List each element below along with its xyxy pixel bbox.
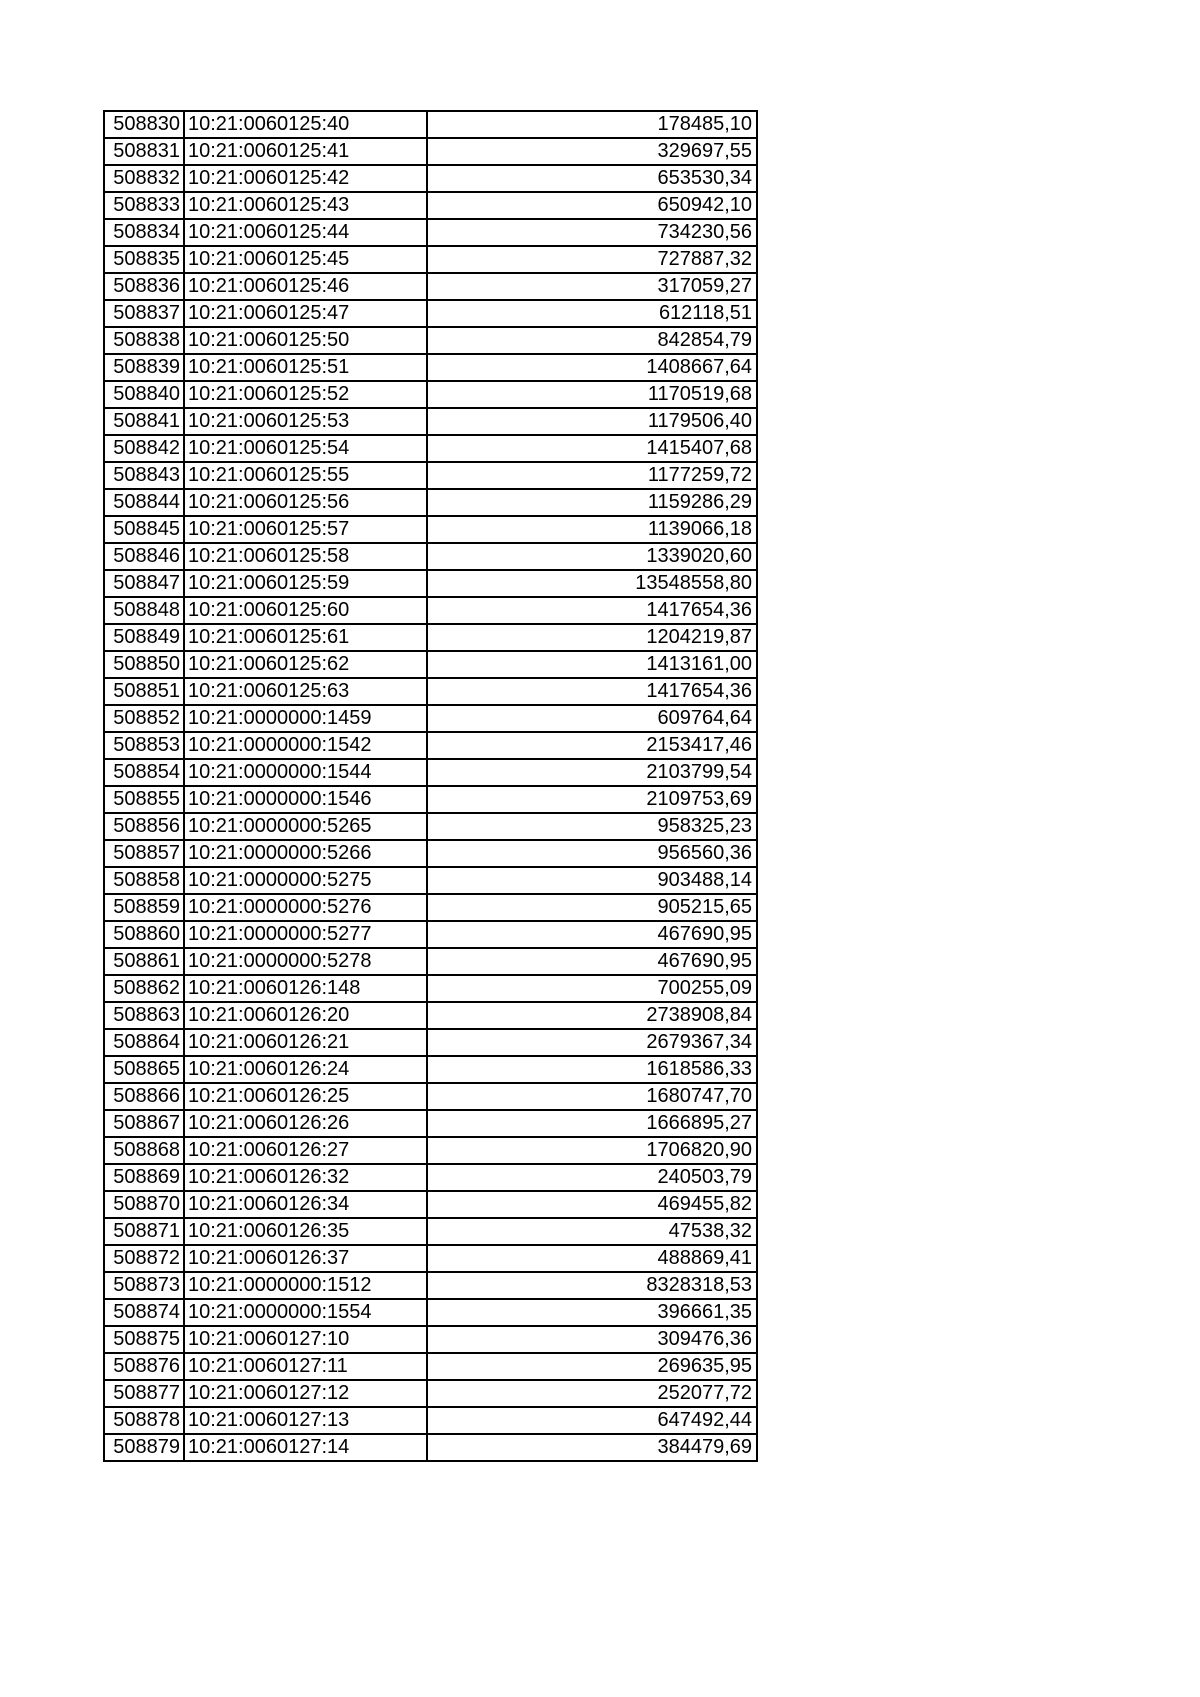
cadastral-number-cell: 10:21:0060125:42 xyxy=(184,165,427,192)
amount-cell: 1170519,68 xyxy=(427,381,757,408)
table-row xyxy=(104,678,757,705)
record-number-cell: 508870 xyxy=(104,1191,184,1218)
amount-cell: 650942,10 xyxy=(427,192,757,219)
amount-cell: 1339020,60 xyxy=(427,543,757,570)
amount-cell: 727887,32 xyxy=(427,246,757,273)
table-row xyxy=(104,1191,757,1218)
record-number-cell: 508874 xyxy=(104,1299,184,1326)
table-row xyxy=(104,840,757,867)
amount-cell: 1417654,36 xyxy=(427,597,757,624)
cadastral-number-cell: 10:21:0060125:47 xyxy=(184,300,427,327)
table-row xyxy=(104,894,757,921)
record-number-cell: 508871 xyxy=(104,1218,184,1245)
table-row xyxy=(104,273,757,300)
amount-cell: 734230,56 xyxy=(427,219,757,246)
table-row xyxy=(104,1110,757,1137)
cadastral-number-cell: 10:21:0060126:34 xyxy=(184,1191,427,1218)
table-row xyxy=(104,597,757,624)
record-number-cell: 508876 xyxy=(104,1353,184,1380)
record-number-cell: 508830 xyxy=(104,111,184,138)
table-row xyxy=(104,1056,757,1083)
amount-cell: 1680747,70 xyxy=(427,1083,757,1110)
cadastral-number-cell: 10:21:0060125:63 xyxy=(184,678,427,705)
table-row xyxy=(104,300,757,327)
table-row xyxy=(104,921,757,948)
table-row xyxy=(104,570,757,597)
amount-cell: 329697,55 xyxy=(427,138,757,165)
record-number-cell: 508839 xyxy=(104,354,184,381)
amount-cell: 178485,10 xyxy=(427,111,757,138)
cadastral-number-cell: 10:21:0060126:26 xyxy=(184,1110,427,1137)
table-row xyxy=(104,516,757,543)
table-row xyxy=(104,165,757,192)
amount-cell: 13548558,80 xyxy=(427,570,757,597)
amount-cell: 1618586,33 xyxy=(427,1056,757,1083)
record-number-cell: 508864 xyxy=(104,1029,184,1056)
amount-cell: 700255,09 xyxy=(427,975,757,1002)
record-number-cell: 508841 xyxy=(104,408,184,435)
table-row xyxy=(104,219,757,246)
cadastral-number-cell: 10:21:0060125:50 xyxy=(184,327,427,354)
cadastral-number-cell: 10:21:0060125:44 xyxy=(184,219,427,246)
record-number-cell: 508837 xyxy=(104,300,184,327)
amount-cell: 2103799,54 xyxy=(427,759,757,786)
cadastral-number-cell: 10:21:0060125:59 xyxy=(184,570,427,597)
cadastral-number-cell: 10:21:0000000:5278 xyxy=(184,948,427,975)
amount-cell: 903488,14 xyxy=(427,867,757,894)
record-number-cell: 508835 xyxy=(104,246,184,273)
cadastral-number-cell: 10:21:0060125:60 xyxy=(184,597,427,624)
cadastral-number-cell: 10:21:0060127:10 xyxy=(184,1326,427,1353)
record-number-cell: 508852 xyxy=(104,705,184,732)
record-number-cell: 508855 xyxy=(104,786,184,813)
table-row xyxy=(104,786,757,813)
amount-cell: 1177259,72 xyxy=(427,462,757,489)
cadastral-number-cell: 10:21:0060127:14 xyxy=(184,1434,427,1461)
table-row xyxy=(104,1353,757,1380)
cadastral-number-cell: 10:21:0060125:53 xyxy=(184,408,427,435)
record-number-cell: 508836 xyxy=(104,273,184,300)
record-number-cell: 508858 xyxy=(104,867,184,894)
table-row xyxy=(104,624,757,651)
record-number-cell: 508848 xyxy=(104,597,184,624)
record-number-cell: 508856 xyxy=(104,813,184,840)
cadastral-number-cell: 10:21:0060126:21 xyxy=(184,1029,427,1056)
table-row xyxy=(104,759,757,786)
cadastral-number-cell: 10:21:0060125:41 xyxy=(184,138,427,165)
table-row xyxy=(104,651,757,678)
table-row xyxy=(104,489,757,516)
table-row xyxy=(104,1407,757,1434)
table-row xyxy=(104,1218,757,1245)
table-row xyxy=(104,354,757,381)
table-row xyxy=(104,192,757,219)
record-number-cell: 508868 xyxy=(104,1137,184,1164)
cadastral-number-cell: 10:21:0060125:56 xyxy=(184,489,427,516)
cadastral-number-cell: 10:21:0060125:51 xyxy=(184,354,427,381)
table-row xyxy=(104,1299,757,1326)
record-number-cell: 508877 xyxy=(104,1380,184,1407)
amount-cell: 842854,79 xyxy=(427,327,757,354)
cadastral-number-cell: 10:21:0060125:43 xyxy=(184,192,427,219)
record-number-cell: 508853 xyxy=(104,732,184,759)
cadastral-number-cell: 10:21:0060126:20 xyxy=(184,1002,427,1029)
cadastral-number-cell: 10:21:0060125:40 xyxy=(184,111,427,138)
amount-cell: 252077,72 xyxy=(427,1380,757,1407)
record-number-cell: 508833 xyxy=(104,192,184,219)
amount-cell: 2738908,84 xyxy=(427,1002,757,1029)
table-row xyxy=(104,1137,757,1164)
record-number-cell: 508850 xyxy=(104,651,184,678)
cadastral-number-cell: 10:21:0000000:5266 xyxy=(184,840,427,867)
table-row xyxy=(104,1164,757,1191)
table-row xyxy=(104,732,757,759)
record-number-cell: 508834 xyxy=(104,219,184,246)
amount-cell: 467690,95 xyxy=(427,921,757,948)
record-number-cell: 508861 xyxy=(104,948,184,975)
table-row xyxy=(104,1245,757,1272)
amount-cell: 1179506,40 xyxy=(427,408,757,435)
table-row xyxy=(104,543,757,570)
table-row xyxy=(104,975,757,1002)
record-number-cell: 508844 xyxy=(104,489,184,516)
amount-cell: 609764,64 xyxy=(427,705,757,732)
cadastral-number-cell: 10:21:0060126:24 xyxy=(184,1056,427,1083)
amount-cell: 905215,65 xyxy=(427,894,757,921)
amount-cell: 384479,69 xyxy=(427,1434,757,1461)
amount-cell: 956560,36 xyxy=(427,840,757,867)
cadastral-number-cell: 10:21:0000000:1512 xyxy=(184,1272,427,1299)
cadastral-number-cell: 10:21:0000000:1544 xyxy=(184,759,427,786)
amount-cell: 47538,32 xyxy=(427,1218,757,1245)
record-number-cell: 508865 xyxy=(104,1056,184,1083)
cadastral-number-cell: 10:21:0000000:1459 xyxy=(184,705,427,732)
amount-cell: 8328318,53 xyxy=(427,1272,757,1299)
cadastral-number-cell: 10:21:0060126:148 xyxy=(184,975,427,1002)
amount-cell: 309476,36 xyxy=(427,1326,757,1353)
record-number-cell: 508832 xyxy=(104,165,184,192)
amount-cell: 2679367,34 xyxy=(427,1029,757,1056)
cadastral-number-cell: 10:21:0060126:25 xyxy=(184,1083,427,1110)
record-number-cell: 508860 xyxy=(104,921,184,948)
record-number-cell: 508846 xyxy=(104,543,184,570)
record-number-cell: 508849 xyxy=(104,624,184,651)
amount-cell: 1413161,00 xyxy=(427,651,757,678)
records-table xyxy=(103,110,758,1462)
record-number-cell: 508854 xyxy=(104,759,184,786)
amount-cell: 1415407,68 xyxy=(427,435,757,462)
record-number-cell: 508862 xyxy=(104,975,184,1002)
record-number-cell: 508842 xyxy=(104,435,184,462)
amount-cell: 469455,82 xyxy=(427,1191,757,1218)
cadastral-number-cell: 10:21:0060125:57 xyxy=(184,516,427,543)
record-number-cell: 508872 xyxy=(104,1245,184,1272)
cadastral-number-cell: 10:21:0060126:35 xyxy=(184,1218,427,1245)
amount-cell: 1666895,27 xyxy=(427,1110,757,1137)
cadastral-number-cell: 10:21:0060127:12 xyxy=(184,1380,427,1407)
record-number-cell: 508840 xyxy=(104,381,184,408)
record-number-cell: 508866 xyxy=(104,1083,184,1110)
cadastral-number-cell: 10:21:0060126:32 xyxy=(184,1164,427,1191)
record-number-cell: 508867 xyxy=(104,1110,184,1137)
cadastral-number-cell: 10:21:0060125:58 xyxy=(184,543,427,570)
table-row xyxy=(104,1002,757,1029)
cadastral-number-cell: 10:21:0000000:5276 xyxy=(184,894,427,921)
amount-cell: 2153417,46 xyxy=(427,732,757,759)
record-number-cell: 508873 xyxy=(104,1272,184,1299)
record-number-cell: 508831 xyxy=(104,138,184,165)
cadastral-number-cell: 10:21:0060126:37 xyxy=(184,1245,427,1272)
table-row xyxy=(104,948,757,975)
table-row xyxy=(104,1272,757,1299)
record-number-cell: 508859 xyxy=(104,894,184,921)
cadastral-number-cell: 10:21:0000000:1546 xyxy=(184,786,427,813)
amount-cell: 958325,23 xyxy=(427,813,757,840)
amount-cell: 488869,41 xyxy=(427,1245,757,1272)
cadastral-number-cell: 10:21:0060125:61 xyxy=(184,624,427,651)
record-number-cell: 508851 xyxy=(104,678,184,705)
record-number-cell: 508869 xyxy=(104,1164,184,1191)
record-number-cell: 508857 xyxy=(104,840,184,867)
amount-cell: 240503,79 xyxy=(427,1164,757,1191)
amount-cell: 467690,95 xyxy=(427,948,757,975)
table-row xyxy=(104,1326,757,1353)
table-row xyxy=(104,1029,757,1056)
amount-cell: 1159286,29 xyxy=(427,489,757,516)
amount-cell: 2109753,69 xyxy=(427,786,757,813)
table-row xyxy=(104,246,757,273)
record-number-cell: 508878 xyxy=(104,1407,184,1434)
cadastral-number-cell: 10:21:0060126:27 xyxy=(184,1137,427,1164)
table-row xyxy=(104,1380,757,1407)
amount-cell: 317059,27 xyxy=(427,273,757,300)
table-row xyxy=(104,327,757,354)
table-row xyxy=(104,462,757,489)
amount-cell: 653530,34 xyxy=(427,165,757,192)
cadastral-number-cell: 10:21:0060125:46 xyxy=(184,273,427,300)
amount-cell: 1408667,64 xyxy=(427,354,757,381)
record-number-cell: 508863 xyxy=(104,1002,184,1029)
cadastral-number-cell: 10:21:0000000:1554 xyxy=(184,1299,427,1326)
cadastral-number-cell: 10:21:0060125:45 xyxy=(184,246,427,273)
table-row xyxy=(104,111,757,138)
amount-cell: 1139066,18 xyxy=(427,516,757,543)
record-number-cell: 508875 xyxy=(104,1326,184,1353)
cadastral-number-cell: 10:21:0000000:5275 xyxy=(184,867,427,894)
table-row xyxy=(104,435,757,462)
cadastral-number-cell: 10:21:0000000:1542 xyxy=(184,732,427,759)
table-row xyxy=(104,813,757,840)
amount-cell: 1417654,36 xyxy=(427,678,757,705)
cadastral-number-cell: 10:21:0060127:13 xyxy=(184,1407,427,1434)
records-table-body xyxy=(104,111,757,1461)
record-number-cell: 508843 xyxy=(104,462,184,489)
cadastral-number-cell: 10:21:0060125:55 xyxy=(184,462,427,489)
amount-cell: 612118,51 xyxy=(427,300,757,327)
table-row xyxy=(104,138,757,165)
cadastral-number-cell: 10:21:0060125:62 xyxy=(184,651,427,678)
table-row xyxy=(104,408,757,435)
amount-cell: 1706820,90 xyxy=(427,1137,757,1164)
cadastral-number-cell: 10:21:0060127:11 xyxy=(184,1353,427,1380)
amount-cell: 1204219,87 xyxy=(427,624,757,651)
table-row xyxy=(104,1083,757,1110)
record-number-cell: 508838 xyxy=(104,327,184,354)
table-row xyxy=(104,381,757,408)
cadastral-number-cell: 10:21:0000000:5277 xyxy=(184,921,427,948)
cadastral-number-cell: 10:21:0060125:54 xyxy=(184,435,427,462)
amount-cell: 396661,35 xyxy=(427,1299,757,1326)
record-number-cell: 508847 xyxy=(104,570,184,597)
amount-cell: 647492,44 xyxy=(427,1407,757,1434)
amount-cell: 269635,95 xyxy=(427,1353,757,1380)
table-row xyxy=(104,1434,757,1461)
table-row xyxy=(104,705,757,732)
table-row xyxy=(104,867,757,894)
cadastral-number-cell: 10:21:0060125:52 xyxy=(184,381,427,408)
cadastral-number-cell: 10:21:0000000:5265 xyxy=(184,813,427,840)
record-number-cell: 508845 xyxy=(104,516,184,543)
record-number-cell: 508879 xyxy=(104,1434,184,1461)
